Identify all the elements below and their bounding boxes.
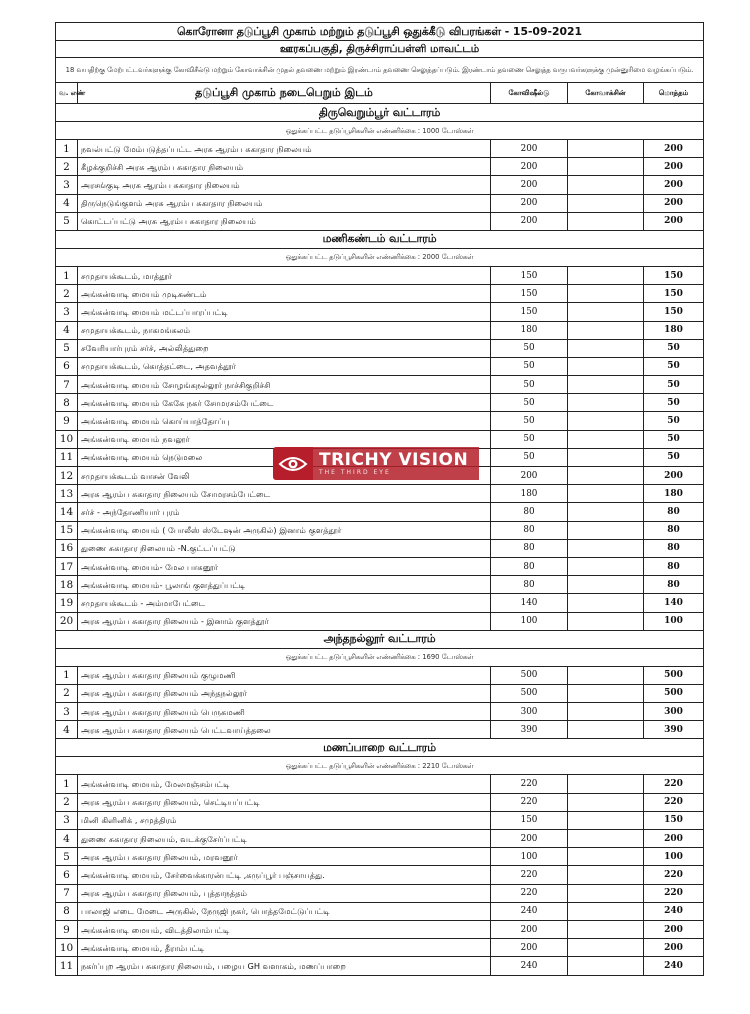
table-row <box>56 521 704 539</box>
table-row <box>56 321 704 339</box>
total-count: 390 <box>644 721 704 739</box>
covishield-count: 50 <box>491 394 568 412</box>
camp-location: அங்கன்வாடி மையம் நவலூர் <box>78 430 491 448</box>
eligibility-note: 18 வயதிற்கு மேற்பட்டவர்களுக்கு கோவிசீல்டு மற்றும் கோவாக்சின் முதல் தவணை மற்றும் இரண்டாம் தவணை செலுத்தப்படும். இரண்டாம் தவணை செலுத்த வருபவர்களுக்கு முன்னுரிமை வழங்கப்படும். <box>56 58 704 83</box>
covishield-count: 100 <box>491 612 568 630</box>
covishield-count: 200 <box>491 140 568 158</box>
header-covaxin: கோவாக்சின் <box>568 83 644 104</box>
covaxin-count <box>568 703 644 721</box>
table-row <box>56 194 704 212</box>
covaxin-count <box>568 485 644 503</box>
table-row <box>56 920 704 938</box>
covaxin-count <box>568 448 644 466</box>
table-row <box>56 811 704 829</box>
covishield-count: 200 <box>491 158 568 176</box>
title-row <box>56 23 704 41</box>
camp-location: அங்கன்வாடி மையம், தீராம்பட்டி <box>78 939 491 957</box>
table-row <box>56 503 704 521</box>
allocation-sheet <box>55 22 703 976</box>
table-body <box>56 23 704 976</box>
serial-number: 1 <box>56 666 78 684</box>
camp-location: அங்கன்வாடி மையம் நெடுமலை <box>78 448 491 466</box>
covaxin-count <box>568 339 644 357</box>
serial-number: 20 <box>56 612 78 630</box>
allocation-row <box>56 757 704 775</box>
serial-number: 14 <box>56 503 78 521</box>
camp-location: அங்கன்வாடி மையம் சோழங்கநல்லூர் நாச்சிகுறிச்சி <box>78 376 491 394</box>
table-row <box>56 848 704 866</box>
serial-number: 4 <box>56 321 78 339</box>
serial-number: 6 <box>56 357 78 375</box>
serial-number: 18 <box>56 576 78 594</box>
table-row <box>56 485 704 503</box>
table-row <box>56 703 704 721</box>
watermark-text <box>313 447 479 480</box>
covaxin-count <box>568 775 644 793</box>
covishield-count: 80 <box>491 539 568 557</box>
camp-location: அங்கன்வாடி மையம்- பூலாங் குளத்துப்பட்டி <box>78 576 491 594</box>
watermark-tagline: THE THIRD EYE <box>319 468 391 476</box>
total-count: 500 <box>644 666 704 684</box>
covishield-count: 200 <box>491 467 568 485</box>
covishield-count: 390 <box>491 721 568 739</box>
total-count: 200 <box>644 140 704 158</box>
table-row <box>56 376 704 394</box>
covishield-count: 200 <box>491 212 568 230</box>
table-row <box>56 412 704 430</box>
serial-number: 10 <box>56 430 78 448</box>
table-row <box>56 176 704 194</box>
covaxin-count <box>568 357 644 375</box>
covishield-count: 200 <box>491 920 568 938</box>
taluk-name: அந்தநல்லூர் வட்டாரம் <box>56 630 704 648</box>
covaxin-count <box>568 303 644 321</box>
covaxin-count <box>568 612 644 630</box>
serial-number: 3 <box>56 703 78 721</box>
table-row <box>56 576 704 594</box>
total-count: 200 <box>644 920 704 938</box>
table-row <box>56 830 704 848</box>
table-row <box>56 158 704 176</box>
total-count: 200 <box>644 939 704 957</box>
camp-location: நவல்பட்டு மேம்படுத்தப்பட்ட அரசு ஆரம்ப சுகாதார நிலையம் <box>78 140 491 158</box>
total-count: 220 <box>644 793 704 811</box>
total-count: 240 <box>644 957 704 975</box>
total-count: 50 <box>644 412 704 430</box>
camp-location: அங்கன்வாடி மையம் முடிகண்டம் <box>78 285 491 303</box>
covaxin-count <box>568 666 644 684</box>
camp-location: அரசு ஆரம்ப சுகாதார நிலையம் அந்தநல்லூர் <box>78 684 491 702</box>
covishield-count: 220 <box>491 775 568 793</box>
total-count: 220 <box>644 866 704 884</box>
serial-number: 9 <box>56 920 78 938</box>
document-title: கொரோனா தடுப்பூசி முகாம் மற்றும் தடுப்பூசி ஒதுக்கீடு விபரங்கள் - 15-09-2021 <box>56 23 704 41</box>
camp-location: சமுதாயக்கூடம், கொத்தட்டை, அதவத்தூர் <box>78 357 491 375</box>
covishield-count: 240 <box>491 957 568 975</box>
covishield-count: 50 <box>491 376 568 394</box>
covaxin-count <box>568 684 644 702</box>
total-count: 200 <box>644 212 704 230</box>
covishield-count: 180 <box>491 321 568 339</box>
camp-location: பாலாஜி எடை மேடை அருகில், நேருஜி நகர், பொத்தமேட்டுப்பட்டி <box>78 902 491 920</box>
covishield-count: 200 <box>491 830 568 848</box>
covaxin-count <box>568 848 644 866</box>
camp-location: அரசு ஆரம்ப சுகாதார நிலையம், மரவனூர் <box>78 848 491 866</box>
total-count: 200 <box>644 830 704 848</box>
serial-number: 3 <box>56 303 78 321</box>
camp-location: அங்கன்வாடி மையம் ( போலீஸ் ஸ்டேஷன் அருகில்) இனாம் குளத்தூர் <box>78 521 491 539</box>
total-count: 220 <box>644 775 704 793</box>
covaxin-count <box>568 902 644 920</box>
covishield-count: 50 <box>491 448 568 466</box>
serial-number: 6 <box>56 866 78 884</box>
serial-number: 1 <box>56 266 78 284</box>
table-row <box>56 539 704 557</box>
camp-location: அங்கன்வாடி மையம் மட்டப்பாரப்பட்டி <box>78 303 491 321</box>
table-row <box>56 721 704 739</box>
covishield-count: 80 <box>491 576 568 594</box>
covishield-count: 500 <box>491 666 568 684</box>
total-count: 80 <box>644 521 704 539</box>
camp-location: அங்கன்வாடி மையம், மேலமஞ்சம்பட்டி <box>78 775 491 793</box>
eye-logo-icon <box>273 447 313 480</box>
covaxin-count <box>568 285 644 303</box>
serial-number: 11 <box>56 448 78 466</box>
total-count: 140 <box>644 594 704 612</box>
camp-location: அங்கன்வாடி மையம், விடத்திலாம்பட்டி <box>78 920 491 938</box>
allocation-row <box>56 122 704 140</box>
covishield-count: 140 <box>491 594 568 612</box>
camp-location: அங்கன்வாடி மையம், சேர்வைக்காரன்பட்டி ,கருப்பூர் பஞ்சாயத்து. <box>78 866 491 884</box>
serial-number: 16 <box>56 539 78 557</box>
covishield-count: 220 <box>491 884 568 902</box>
total-count: 200 <box>644 158 704 176</box>
serial-number: 5 <box>56 848 78 866</box>
total-count: 220 <box>644 884 704 902</box>
total-count: 150 <box>644 811 704 829</box>
serial-number: 1 <box>56 775 78 793</box>
covaxin-count <box>568 376 644 394</box>
camp-location: அரசு ஆரம்ப சுகாதார நிலையம் குழுமணி <box>78 666 491 684</box>
covishield-count: 200 <box>491 194 568 212</box>
camp-location: அரசு ஆரம்ப சுகாதார நிலையம் பெருகமணி <box>78 703 491 721</box>
serial-number: 2 <box>56 285 78 303</box>
total-count: 100 <box>644 848 704 866</box>
serial-number: 8 <box>56 394 78 412</box>
serial-number: 5 <box>56 339 78 357</box>
serial-number: 7 <box>56 376 78 394</box>
allocation-row <box>56 648 704 666</box>
camp-location: மினி கிளினிக் , சமுத்திரம் <box>78 811 491 829</box>
serial-number: 7 <box>56 884 78 902</box>
table-row <box>56 866 704 884</box>
covaxin-count <box>568 158 644 176</box>
table-row <box>56 612 704 630</box>
total-count: 50 <box>644 376 704 394</box>
covaxin-count <box>568 430 644 448</box>
camp-location: அரசு ஆரம்ப சுகாதார நிலையம், புத்தாநத்தம் <box>78 884 491 902</box>
taluk-name: திருவெறும்பூர் வட்டாரம் <box>56 104 704 122</box>
camp-location: சமுதாயக்கூடம் - அம்மாபேட்டை <box>78 594 491 612</box>
covishield-count: 220 <box>491 793 568 811</box>
covaxin-count <box>568 140 644 158</box>
camp-location: கொட்டப்பட்டு அரசு ஆரம்ப சுகாதார நிலையம் <box>78 212 491 230</box>
covaxin-count <box>568 884 644 902</box>
total-count: 50 <box>644 357 704 375</box>
table-row <box>56 594 704 612</box>
covaxin-count <box>568 957 644 975</box>
covishield-count: 150 <box>491 811 568 829</box>
covishield-count: 180 <box>491 485 568 503</box>
total-count: 500 <box>644 684 704 702</box>
covishield-count: 500 <box>491 684 568 702</box>
table-row <box>56 266 704 284</box>
covaxin-count <box>568 557 644 575</box>
camp-location: அரசு ஆரம்ப சுகாதார நிலையம் - இனாம் குளத்தூர் <box>78 612 491 630</box>
table-row <box>56 140 704 158</box>
covishield-count: 200 <box>491 176 568 194</box>
covishield-count: 50 <box>491 430 568 448</box>
serial-number: 10 <box>56 939 78 957</box>
covishield-count: 100 <box>491 848 568 866</box>
total-count: 150 <box>644 266 704 284</box>
covaxin-count <box>568 793 644 811</box>
camp-location: அரசு ஆரம்ப சுகாதார நிலையம் பெட்டவாய்த்தலை <box>78 721 491 739</box>
covaxin-count <box>568 539 644 557</box>
total-count: 80 <box>644 539 704 557</box>
note-row <box>56 58 704 83</box>
table-row <box>56 884 704 902</box>
covaxin-count <box>568 811 644 829</box>
total-count: 240 <box>644 902 704 920</box>
table-row <box>56 666 704 684</box>
serial-number: 8 <box>56 902 78 920</box>
total-count: 180 <box>644 485 704 503</box>
covishield-count: 240 <box>491 902 568 920</box>
serial-number: 4 <box>56 194 78 212</box>
serial-number: 3 <box>56 811 78 829</box>
covishield-count: 80 <box>491 521 568 539</box>
table-row <box>56 430 704 448</box>
covishield-count: 50 <box>491 412 568 430</box>
serial-number: 4 <box>56 721 78 739</box>
table-row <box>56 212 704 230</box>
header-covishield: கோவிஷீல்டு <box>491 83 568 104</box>
total-count: 300 <box>644 703 704 721</box>
table-row <box>56 902 704 920</box>
taluk-row <box>56 104 704 122</box>
table-row <box>56 957 704 975</box>
table-row <box>56 775 704 793</box>
covaxin-count <box>568 321 644 339</box>
covishield-count: 80 <box>491 557 568 575</box>
taluk-name: மணப்பாறை வட்டாரம் <box>56 739 704 757</box>
taluk-row <box>56 739 704 757</box>
covishield-count: 300 <box>491 703 568 721</box>
header-total: மொத்தம் <box>644 83 704 104</box>
header-row <box>56 83 704 104</box>
taluk-name: மணிகண்டம் வட்டாரம் <box>56 230 704 248</box>
allocation-note: ஒதுக்கப்பட்ட தடுப்பூசிகளின் எண்ணிக்கை : 1000 டோஸ்கள் <box>56 122 704 140</box>
total-count: 150 <box>644 285 704 303</box>
covishield-count: 150 <box>491 285 568 303</box>
camp-location: திருநெடுங்குளம் அரசு ஆரம்ப சுகாதார நிலையம் <box>78 194 491 212</box>
covaxin-count <box>568 721 644 739</box>
covishield-count: 50 <box>491 339 568 357</box>
covaxin-count <box>568 266 644 284</box>
serial-number: 1 <box>56 140 78 158</box>
camp-location: கீழக்குறிச்சி அரசு ஆரம்ப சுகாதார நிலையம் <box>78 158 491 176</box>
serial-number: 15 <box>56 521 78 539</box>
taluk-row <box>56 230 704 248</box>
covaxin-count <box>568 194 644 212</box>
allocation-note: ஒதுக்கப்பட்ட தடுப்பூசிகளின் எண்ணிக்கை : 2000 டோஸ்கள் <box>56 248 704 266</box>
covishield-count: 220 <box>491 866 568 884</box>
serial-number: 11 <box>56 957 78 975</box>
serial-number: 2 <box>56 793 78 811</box>
covaxin-count <box>568 467 644 485</box>
table-row <box>56 285 704 303</box>
subtitle-row <box>56 41 704 58</box>
table-row <box>56 939 704 957</box>
serial-number: 2 <box>56 158 78 176</box>
covaxin-count <box>568 212 644 230</box>
table-row <box>56 339 704 357</box>
covaxin-count <box>568 176 644 194</box>
serial-number: 19 <box>56 594 78 612</box>
camp-location: சமுதாயக்கூடம் வாசன் வேலி <box>78 467 491 485</box>
covaxin-count <box>568 830 644 848</box>
document-subtitle: ஊரகப்பகுதி, திருச்சிராப்பள்ளி மாவட்டம் <box>56 41 704 58</box>
total-count: 50 <box>644 448 704 466</box>
camp-location: அங்கன்வாடி மையம் கேகே நகர் சோமரசம்பேட்டை <box>78 394 491 412</box>
covaxin-count <box>568 576 644 594</box>
covishield-count: 200 <box>491 939 568 957</box>
covishield-count: 150 <box>491 303 568 321</box>
total-count: 150 <box>644 303 704 321</box>
serial-number: 17 <box>56 557 78 575</box>
covaxin-count <box>568 503 644 521</box>
serial-number: 5 <box>56 212 78 230</box>
covishield-count: 80 <box>491 503 568 521</box>
table-row <box>56 394 704 412</box>
camp-location: அங்கன்வாடி மையம்- மேல பாகனூர் <box>78 557 491 575</box>
camp-location: அரசு ஆரம்ப சுகாதார நிலையம் சோமரசம்பேட்டை <box>78 485 491 503</box>
serial-number: 13 <box>56 485 78 503</box>
total-count: 100 <box>644 612 704 630</box>
watermark-brand: TRICHY VISION <box>319 449 469 470</box>
serial-number: 12 <box>56 467 78 485</box>
total-count: 200 <box>644 176 704 194</box>
vaccination-table <box>55 22 704 976</box>
camp-location: சமுதாயக்கூடம், நாகமங்கலம் <box>78 321 491 339</box>
taluk-row <box>56 630 704 648</box>
table-row <box>56 684 704 702</box>
total-count: 80 <box>644 503 704 521</box>
serial-number: 9 <box>56 412 78 430</box>
camp-location: சவேரியார்புரம் சர்ச், அல்லித்துறை <box>78 339 491 357</box>
covaxin-count <box>568 412 644 430</box>
table-row <box>56 357 704 375</box>
watermark-logo <box>273 447 479 480</box>
camp-location: சமுதாயக்கூடம், மாத்தூர் <box>78 266 491 284</box>
total-count: 50 <box>644 394 704 412</box>
covaxin-count <box>568 394 644 412</box>
covaxin-count <box>568 939 644 957</box>
serial-number: 3 <box>56 176 78 194</box>
camp-location: துணை சுகாதார நிலையம், வடக்குசேர்ப்பட்டி <box>78 830 491 848</box>
covaxin-count <box>568 521 644 539</box>
serial-number: 2 <box>56 684 78 702</box>
total-count: 80 <box>644 576 704 594</box>
serial-number: 4 <box>56 830 78 848</box>
total-count: 180 <box>644 321 704 339</box>
camp-location: துணை சுகாதார நிலையம் -N.குட்டப்பட்டு <box>78 539 491 557</box>
header-place: தடுப்பூசி முகாம் நடைபெறும் இடம் <box>78 83 491 104</box>
allocation-note: ஒதுக்கப்பட்ட தடுப்பூசிகளின் எண்ணிக்கை : 2210 டோஸ்கள் <box>56 757 704 775</box>
total-count: 80 <box>644 557 704 575</box>
table-row <box>56 303 704 321</box>
covaxin-count <box>568 594 644 612</box>
camp-location: சர்ச் - அந்தோணியார் புரம் <box>78 503 491 521</box>
camp-location: அரசு ஆரம்ப சுகாதார நிலையம், செட்டியப்பட்டி <box>78 793 491 811</box>
allocation-row <box>56 248 704 266</box>
camp-location: அரசங்குடி அரசு ஆரம்ப சுகாதார நிலையம் <box>78 176 491 194</box>
camp-location: நகர்ப்புற ஆரம்ப சுகாதார நிலையம், பழைய GH வளாகம், மணப்பாறை <box>78 957 491 975</box>
covaxin-count <box>568 920 644 938</box>
header-sn: வ. எண் <box>56 83 78 104</box>
total-count: 200 <box>644 467 704 485</box>
table-row <box>56 557 704 575</box>
total-count: 50 <box>644 430 704 448</box>
total-count: 50 <box>644 339 704 357</box>
camp-location: அங்கன்வாடி மையம் கொய்யாத்தோப்பு <box>78 412 491 430</box>
table-row <box>56 793 704 811</box>
covaxin-count <box>568 866 644 884</box>
allocation-note: ஒதுக்கப்பட்ட தடுப்பூசிகளின் எண்ணிக்கை : 1690 டோஸ்கள் <box>56 648 704 666</box>
total-count: 200 <box>644 194 704 212</box>
covishield-count: 50 <box>491 357 568 375</box>
covishield-count: 150 <box>491 266 568 284</box>
